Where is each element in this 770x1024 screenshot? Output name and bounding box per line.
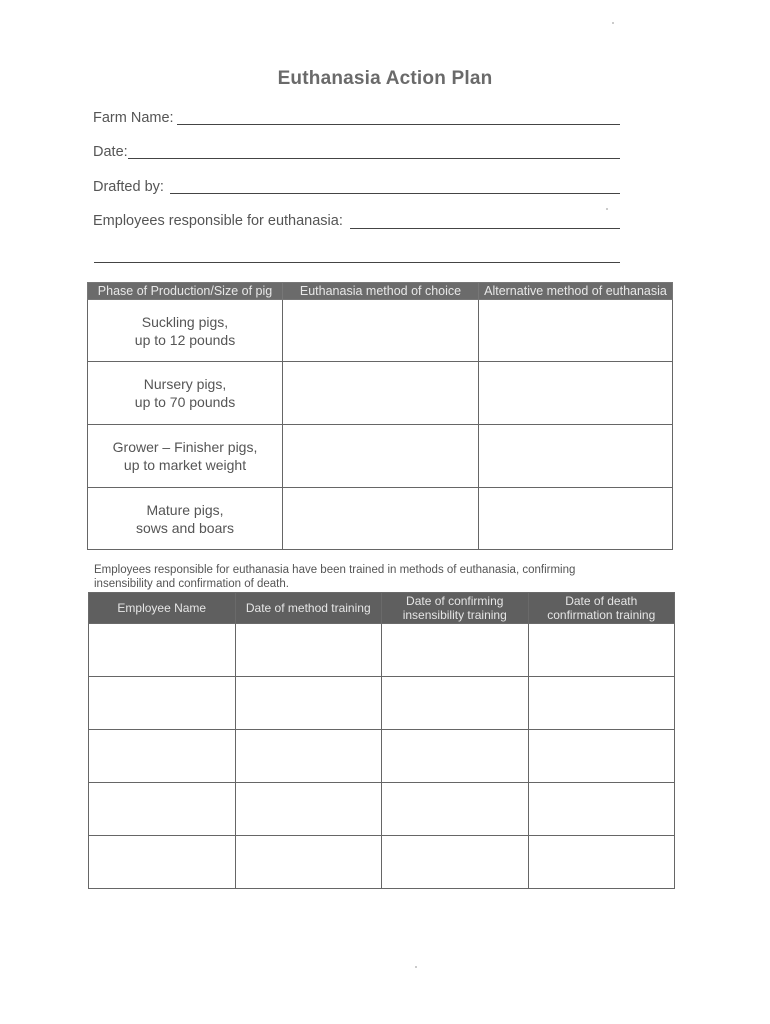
alternative-method-header: Alternative method of euthanasia xyxy=(479,283,673,300)
method-training-date-cell[interactable] xyxy=(235,677,382,730)
date-line[interactable] xyxy=(128,158,620,159)
method-of-choice-header: Euthanasia method of choice xyxy=(283,283,479,300)
header-line1: Employee Name xyxy=(117,601,207,615)
method-training-date-cell[interactable] xyxy=(235,836,382,889)
employee-name-cell[interactable] xyxy=(89,836,236,889)
alternative-method-cell[interactable] xyxy=(479,488,673,550)
death-confirmation-training-date-cell[interactable] xyxy=(528,730,675,783)
phase-cell xyxy=(88,488,283,550)
phase-cell xyxy=(88,425,283,488)
table-row xyxy=(89,624,675,677)
method-training-date-cell[interactable] xyxy=(235,624,382,677)
insensibility-training-date-cell[interactable] xyxy=(382,677,529,730)
phase-line1: Nursery pigs, xyxy=(143,376,227,392)
method-training-date-header xyxy=(235,593,382,624)
table-row xyxy=(89,836,675,889)
table-row xyxy=(88,488,673,550)
header-line1: Date of death xyxy=(565,594,638,608)
death-confirmation-training-date-header xyxy=(528,593,675,624)
method-training-date-cell[interactable] xyxy=(235,783,382,836)
death-confirmation-training-date-cell[interactable] xyxy=(528,624,675,677)
insensibility-training-date-header xyxy=(382,593,529,624)
farm-name-line[interactable] xyxy=(177,124,620,125)
drafted-by-label: Drafted by: xyxy=(93,179,164,195)
phase-line2: sows and boars xyxy=(135,519,235,536)
alternative-method-cell[interactable] xyxy=(479,300,673,362)
method-of-choice-cell[interactable] xyxy=(283,488,479,550)
scan-speck xyxy=(415,966,417,968)
table-row xyxy=(88,425,673,488)
table-row xyxy=(89,730,675,783)
phase-line2: up to market weight xyxy=(123,457,247,473)
phase-line2: up to 12 pounds xyxy=(134,331,236,348)
header-line2: insensibility training xyxy=(402,608,507,622)
method-of-choice-cell[interactable] xyxy=(283,362,479,425)
page-title: Euthanasia Action Plan xyxy=(277,68,493,89)
employee-name-header xyxy=(89,593,236,624)
employee-table-body xyxy=(89,624,675,889)
employee-name-cell[interactable] xyxy=(89,730,236,783)
table-row xyxy=(89,677,675,730)
employee-training-table xyxy=(88,592,675,889)
phase-table xyxy=(87,282,673,550)
phase-line1: Mature pigs, xyxy=(146,501,224,518)
scan-speck xyxy=(612,22,614,24)
header-line1: Date of method training xyxy=(245,601,371,615)
method-of-choice-cell[interactable] xyxy=(283,425,479,488)
insensibility-training-date-cell[interactable] xyxy=(382,624,529,677)
header-line2: confirmation training xyxy=(547,608,656,622)
header-line1: Date of confirming xyxy=(406,594,504,608)
farm-name-label: Farm Name: xyxy=(93,110,174,126)
phase-line1: Grower – Finisher pigs, xyxy=(112,439,258,455)
employees-responsible-line[interactable] xyxy=(350,228,620,229)
insensibility-training-date-cell[interactable] xyxy=(382,783,529,836)
scan-speck xyxy=(606,208,608,210)
employee-name-cell[interactable] xyxy=(89,677,236,730)
insensibility-training-date-cell[interactable] xyxy=(382,730,529,783)
drafted-by-line[interactable] xyxy=(170,193,620,194)
alternative-method-cell[interactable] xyxy=(479,425,673,488)
phase-cell xyxy=(88,362,283,425)
employee-name-cell[interactable] xyxy=(89,624,236,677)
table-row xyxy=(88,362,673,425)
employee-name-cell[interactable] xyxy=(89,783,236,836)
employees-responsible-line-2[interactable] xyxy=(94,262,620,263)
phase-line1: Suckling pigs, xyxy=(141,313,229,330)
insensibility-training-date-cell[interactable] xyxy=(382,836,529,889)
phase-cell xyxy=(88,300,283,362)
employees-responsible-label: Employees responsible for euthanasia: xyxy=(93,213,343,229)
date-label: Date: xyxy=(93,144,128,160)
phase-header: Phase of Production/Size of pig xyxy=(88,283,283,300)
alternative-method-cell[interactable] xyxy=(479,362,673,425)
method-training-date-cell[interactable] xyxy=(235,730,382,783)
employee-table-header xyxy=(89,593,675,624)
table-row xyxy=(88,300,673,362)
phase-line2: up to 70 pounds xyxy=(134,394,236,410)
death-confirmation-training-date-cell[interactable] xyxy=(528,836,675,889)
phase-table-header xyxy=(88,283,673,300)
death-confirmation-training-date-cell[interactable] xyxy=(528,677,675,730)
table-row xyxy=(89,783,675,836)
death-confirmation-training-date-cell[interactable] xyxy=(528,783,675,836)
method-of-choice-cell[interactable] xyxy=(283,300,479,362)
training-note: Employees responsible for euthanasia have been trained in methods of euthanasia, confirming insensibility and confirmation of death. xyxy=(94,564,576,590)
